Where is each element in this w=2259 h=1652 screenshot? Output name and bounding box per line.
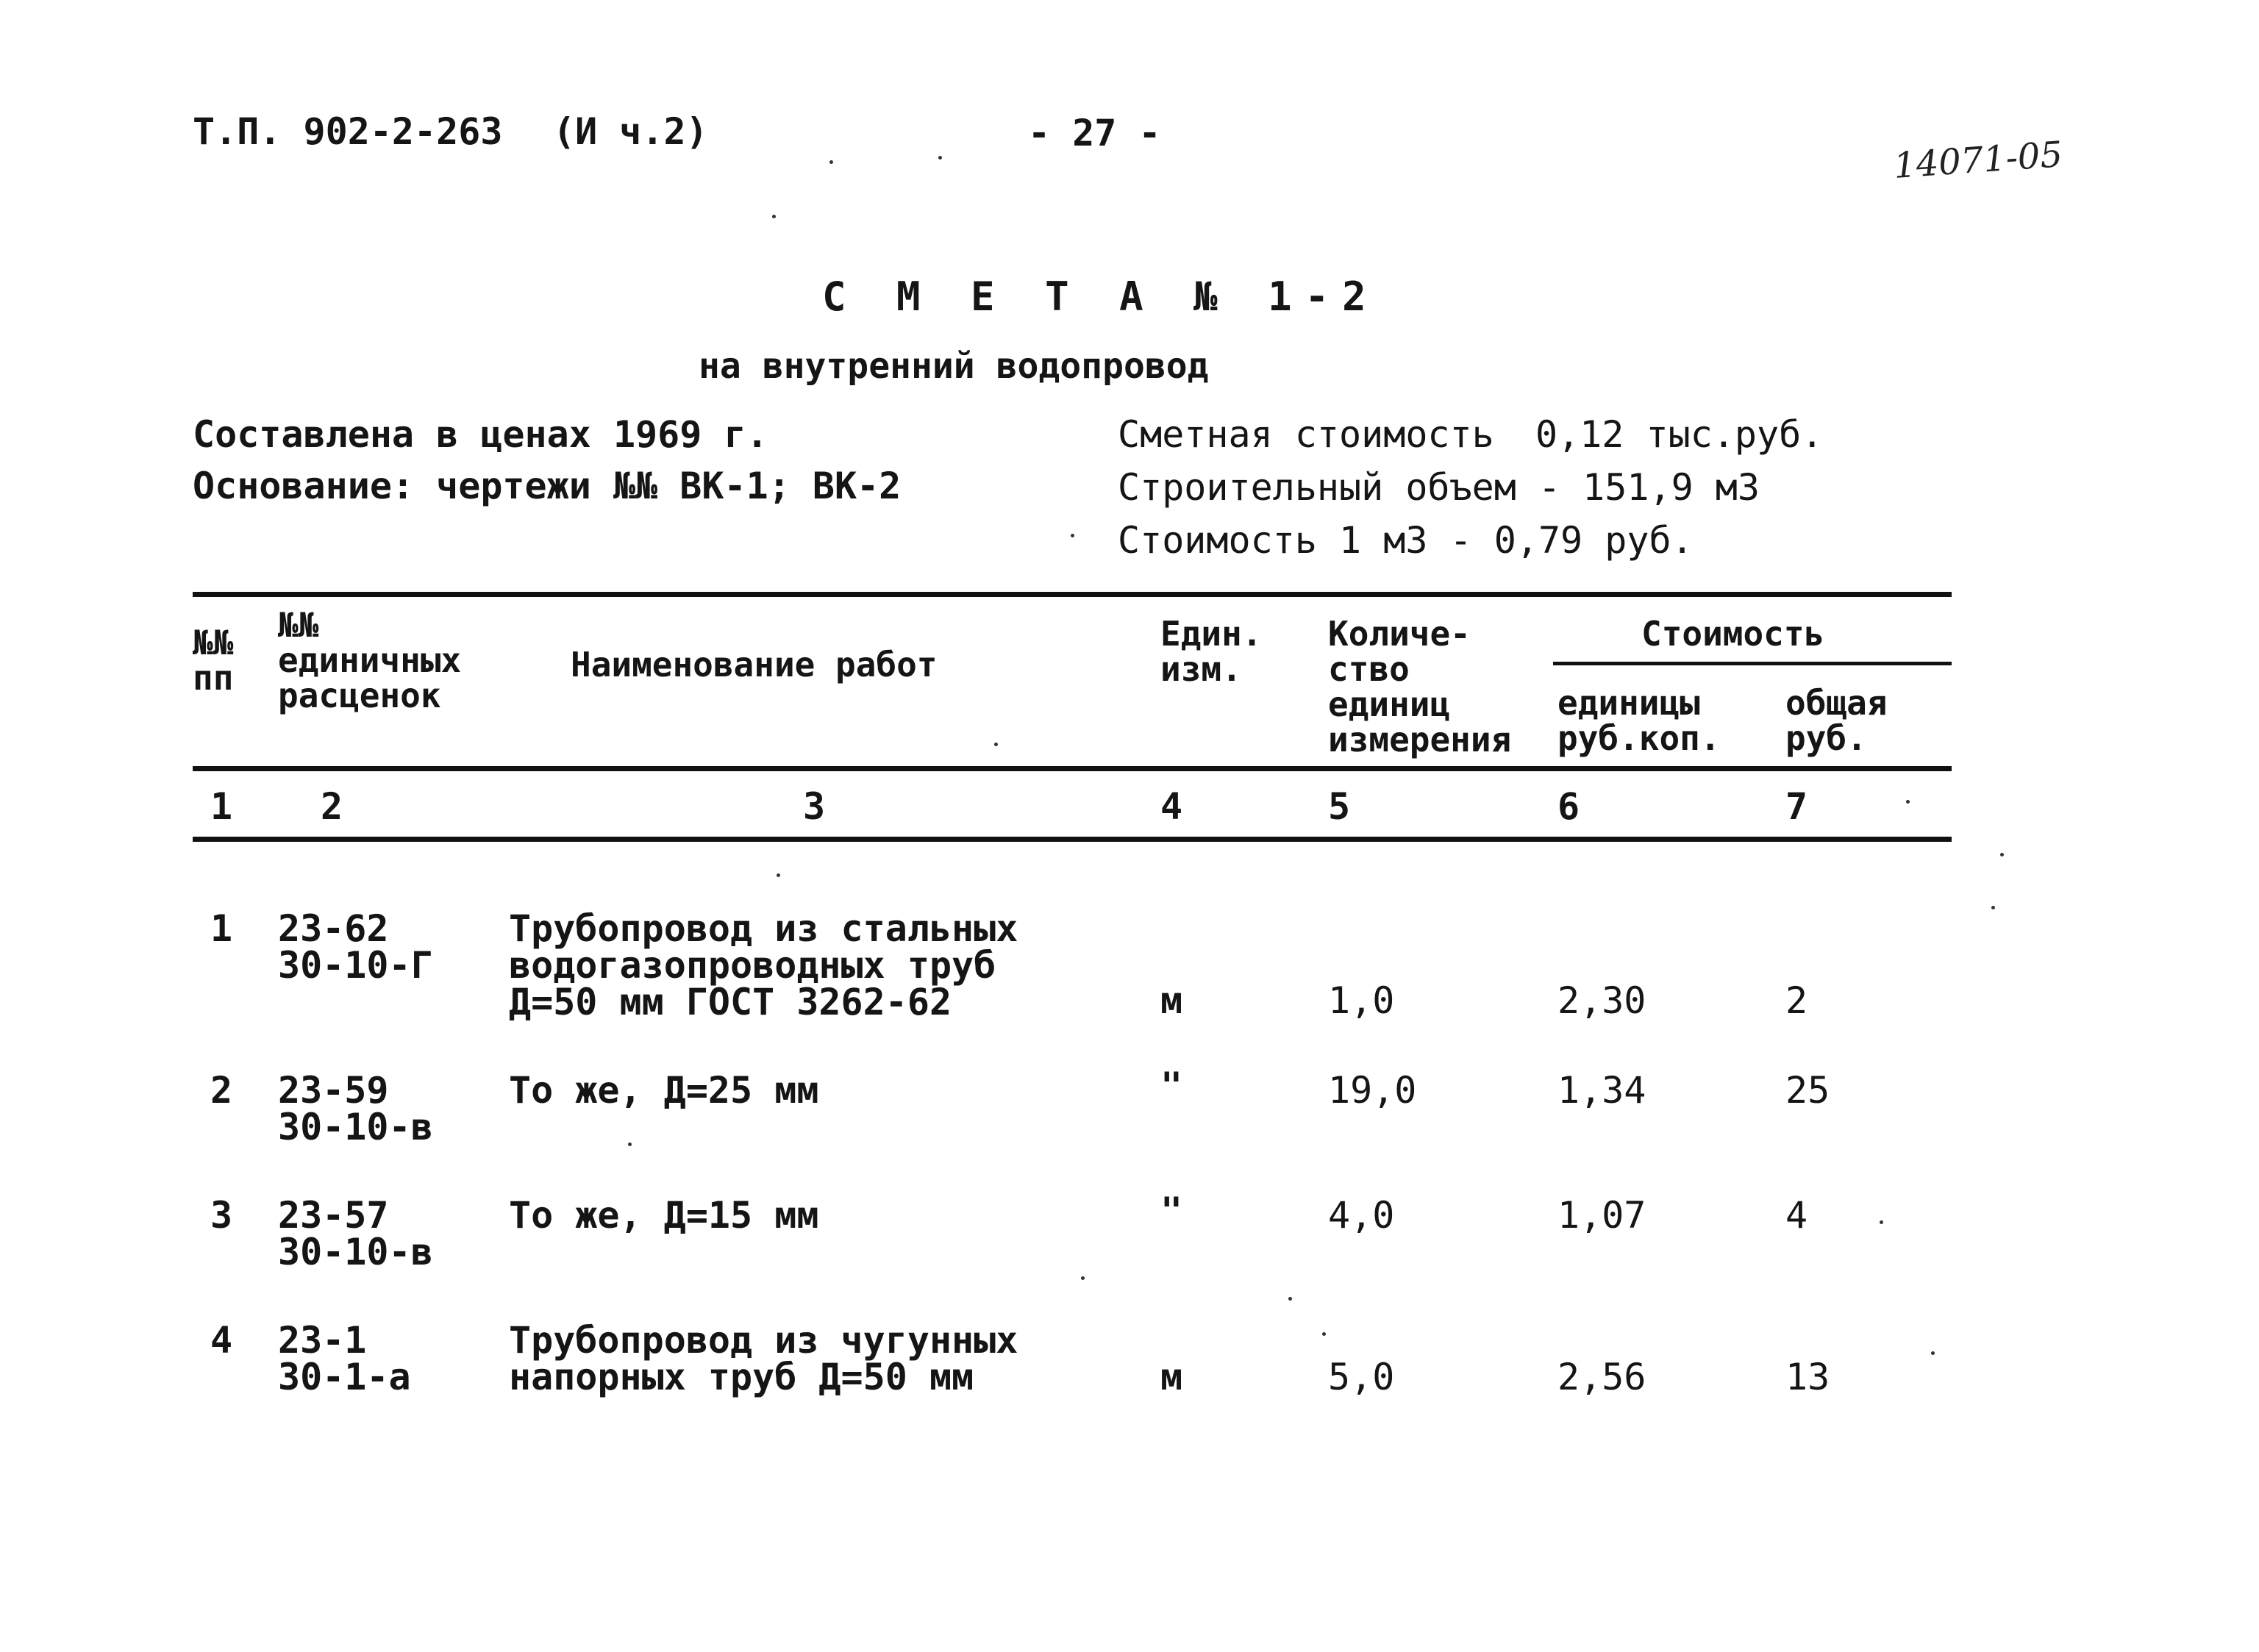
work-name: То же, Д=25 мм — [509, 1069, 819, 1112]
rate-code: 23-59 30-10-в — [278, 1069, 433, 1148]
total-cost: 4 — [1785, 1194, 1808, 1237]
estimated-cost-label: Сметная стоимость — [1118, 413, 1494, 456]
row-number: 2 — [210, 1069, 233, 1112]
header-row-number: №№ пп — [193, 623, 234, 698]
compiled-prices: Составлена в ценах 1969 г. — [193, 413, 768, 456]
header-work-name: Наименование работ — [571, 645, 938, 684]
unit-price: 1,07 — [1557, 1194, 1646, 1237]
work-name: То же, Д=15 мм — [509, 1194, 819, 1237]
work-name: Трубопровод из стальных водогазопроводных труб Д=50 мм ГОСТ 3262-62 — [509, 907, 1018, 1023]
scan-speck — [2000, 853, 2004, 857]
rate-code: 23-57 30-10-в — [278, 1194, 433, 1273]
page-title: С М Е Т А № 1-2 — [822, 273, 1380, 320]
quantity: 19,0 — [1328, 1069, 1417, 1112]
column-number: 3 — [803, 785, 826, 828]
document-reference: Т.П. 902-2-263 — [193, 110, 503, 153]
archive-number: 14071-05 — [1892, 134, 2064, 187]
row-number: 3 — [210, 1194, 233, 1237]
row-number: 1 — [210, 907, 233, 950]
page-number: - 27 - — [1028, 112, 1161, 154]
header-quantity: Количе- ство единиц измерения — [1328, 614, 1512, 759]
scan-speck — [1322, 1332, 1326, 1336]
column-number: 7 — [1785, 785, 1808, 828]
header-rate-code: №№ единичных расценок — [278, 605, 462, 715]
basis-drawings: Основание: чертежи №№ ВК-1; ВК-2 — [193, 465, 902, 507]
header-unit-price: единицы руб.коп. — [1557, 683, 1721, 758]
table-top-rule — [193, 592, 1952, 597]
unit-price: 1,34 — [1557, 1069, 1646, 1112]
unit-price: 2,56 — [1557, 1356, 1646, 1398]
column-number: 2 — [321, 785, 343, 828]
unit: " — [1160, 1065, 1183, 1107]
header-unit: Един. изм. — [1160, 614, 1263, 689]
header-cost-group: Стоимость — [1641, 614, 1825, 654]
header-bottom-rule — [193, 766, 1952, 771]
column-number: 5 — [1328, 785, 1351, 828]
scan-speck — [1071, 534, 1074, 537]
column-number: 4 — [1160, 785, 1183, 828]
quantity: 5,0 — [1328, 1356, 1395, 1398]
unit: " — [1160, 1190, 1183, 1232]
scan-speck — [1906, 800, 1910, 804]
scan-speck — [772, 215, 776, 218]
row-number: 4 — [210, 1319, 233, 1362]
rate-code: 23-1 30-1-а — [278, 1319, 411, 1398]
scan-speck — [1288, 1297, 1292, 1301]
work-name: Трубопровод из чугунных напорных труб Д=50 мм — [509, 1319, 1018, 1398]
total-cost: 2 — [1785, 979, 1808, 1022]
document-part: (И ч.2) — [553, 110, 708, 153]
scan-speck — [1991, 906, 1995, 909]
total-cost: 25 — [1785, 1069, 1830, 1112]
total-cost: 13 — [1785, 1356, 1830, 1398]
unit: м — [1160, 979, 1183, 1022]
scan-speck — [938, 156, 942, 160]
scan-speck — [1931, 1351, 1935, 1355]
scan-speck — [777, 873, 780, 877]
scan-speck — [628, 1143, 632, 1146]
scan-speck — [1880, 1220, 1883, 1224]
scan-speck — [994, 743, 998, 746]
column-number: 1 — [210, 785, 233, 828]
header-total: общая руб. — [1785, 683, 1888, 758]
scan-speck — [829, 160, 833, 164]
column-number: 6 — [1557, 785, 1580, 828]
unit: м — [1160, 1356, 1183, 1398]
column-numbers-rule — [193, 837, 1952, 842]
scan-speck — [1081, 1276, 1085, 1280]
unit-price: 2,30 — [1557, 979, 1646, 1022]
cost-per-m3: Стоимость 1 м3 - 0,79 руб. — [1118, 519, 1694, 562]
estimated-cost-value: 0,12 тыс.руб. — [1535, 413, 1824, 456]
quantity: 1,0 — [1328, 979, 1395, 1022]
quantity: 4,0 — [1328, 1194, 1395, 1237]
rate-code: 23-62 30-10-Г — [278, 907, 433, 987]
cost-group-rule — [1553, 662, 1952, 665]
building-volume: Строительный объем - 151,9 м3 — [1118, 466, 1760, 509]
page-subtitle: на внутренний водопровод — [699, 346, 1209, 387]
